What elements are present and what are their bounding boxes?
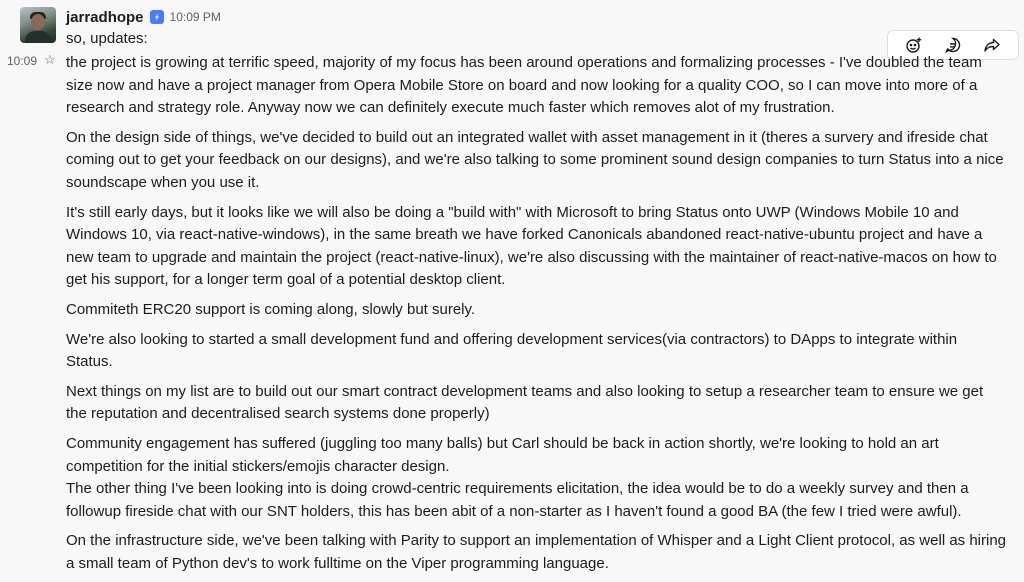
message-first-line: so, updates: (66, 30, 148, 47)
message-paragraph: It's still early days, but it looks like we will also be doing a "build with" with Microsoft to bring Status onto UWP (Windows Mobile 10 and Windows 10, via react-native-windows), in the same breath we have forked Canonicals abandoned react-native-ubuntu project and have a new team to upgrade and maintain the project (react-native-linux), we're also discussing with the maintainer of react-native-macos on how to get his support, for a longer term goal of a potential desktop client. (66, 203, 997, 289)
avatar-body (25, 31, 51, 43)
avatar-face (31, 14, 45, 30)
message-paragraph: the project is growing at terrific speed, majority of my focus has been around operations and formalizing processes - I've doubled the team size now and have a project manager from Opera Mobile Store on board and now looking for a quality COO, so I can move into more of a research and strategy role. Anyway now we can definitely execute much faster which removes alot of my frustration. (66, 54, 982, 117)
message-paragraph: The other thing I've been looking into is doing crowd-centric requirements elicitation, the idea would be to do a weekly survey and then a followup fireside chat with our SNT holders, this has been abit of a non-starter as I haven't found a good BA (the few I tried were awful). (66, 480, 969, 520)
message-body (66, 52, 1006, 582)
message-paragraph: On the infrastructure side, we've been talking with Parity to support an implementation of Whisper and a Light Client protocol, as well as hiring a small team of Python dev's to work fulltime on the Viper programming language. (66, 532, 1007, 572)
app-badge-icon (150, 10, 164, 24)
message-paragraph: Next things on my list are to build out our smart contract development teams and also looking to setup a researcher team to ensure we get the reputation and decentralised search systems done properly) (66, 382, 984, 423)
message-header (66, 7, 221, 27)
gutter-timestamp[interactable]: 10:09 (7, 54, 38, 68)
message-timestamp[interactable]: 10:09 PM (169, 10, 221, 24)
message-paragraph: We're also looking to started a small development fund and offering development services(via contractors) to DApps to integrate within Status. (66, 330, 958, 371)
message-paragraph: Community engagement has suffered (juggling too many balls) but Carl should be back in action shortly, we're looking to hold an art competition for the initial stickers/emojis character design. (66, 434, 939, 475)
message-paragraph: Commiteth ERC20 support is coming along, slowly but surely. (66, 300, 476, 318)
author-name[interactable]: jarradhope (66, 8, 144, 26)
message-paragraph: On the design side of things, we've decided to build out an integrated wallet with asset management in it (theres a survery and ifreside chat coming out to get your feedback on our designs), and we're also talking to some prominent sound design companies to turn Status into a nice soundscape when you use it. (66, 128, 1004, 191)
star-icon[interactable]: ☆ (44, 52, 56, 67)
avatar[interactable] (20, 7, 56, 43)
